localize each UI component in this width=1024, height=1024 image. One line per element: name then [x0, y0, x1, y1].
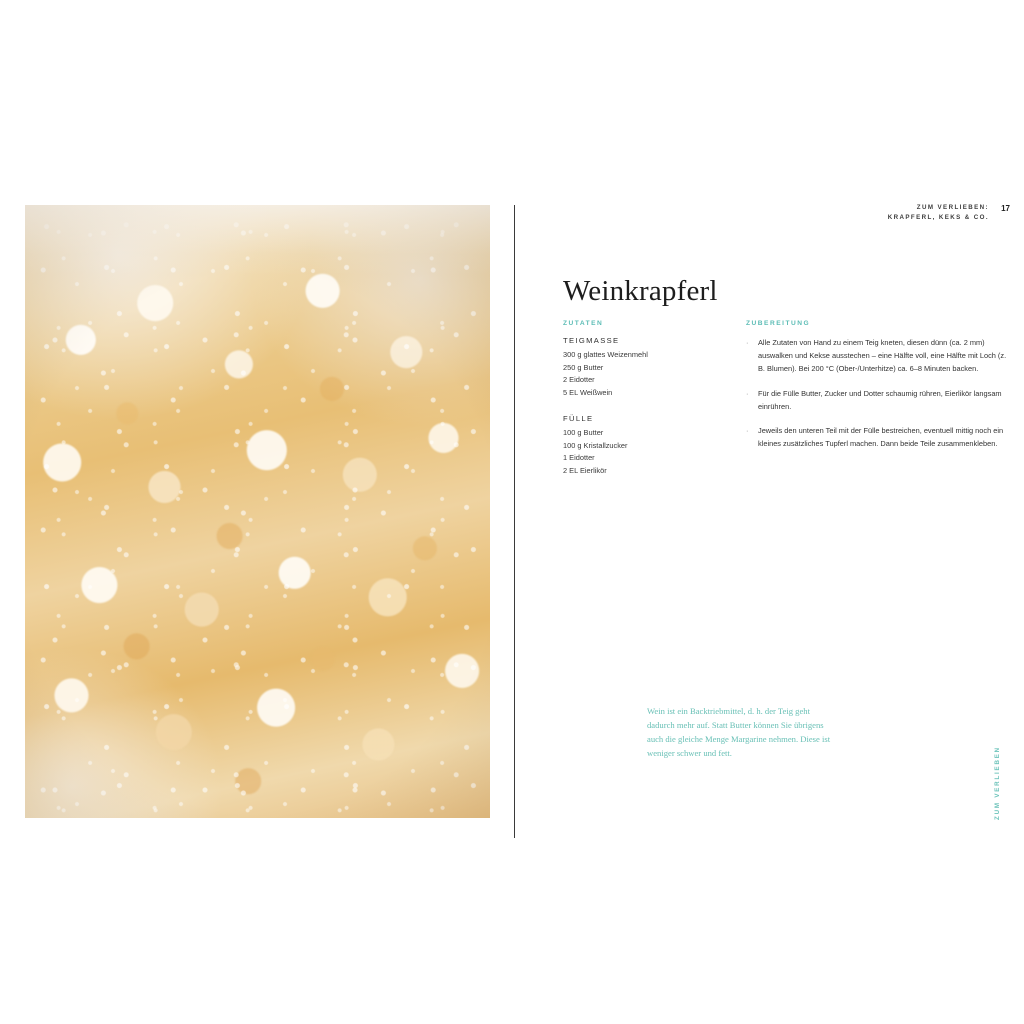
ingredient-list — [563, 427, 713, 478]
ingredients-heading: ZUTATEN — [563, 320, 604, 327]
preparation-column — [746, 320, 1012, 461]
running-head-line-2: KRAPFERL, KEKS & CO. — [887, 213, 989, 221]
photo-vignette — [25, 205, 490, 818]
recipe-title: Weinkrapferl — [563, 275, 718, 308]
recipe-tip: Wein ist ein Backtriebmittel, d. h. der Teig geht dadurch mehr auf. Statt Butter können Sie übrigens auch die gleiche Menge Margarine nehmen. Diese ist weniger schwer und fett. — [647, 706, 831, 758]
recipe-photo — [25, 205, 490, 818]
list-item: 2 EL Eierlikör — [563, 466, 607, 476]
step-bullet-icon: · — [746, 338, 749, 347]
step-bullet-icon: · — [746, 425, 749, 435]
preparation-heading: ZUBEREITUNG — [746, 320, 811, 327]
ingredient-group-title: FÜLLE — [563, 413, 594, 423]
page-number: 17 — [1001, 204, 1010, 213]
list-item: 100 g Kristallzucker — [563, 440, 628, 450]
list-item: 2 Eidotter — [563, 375, 595, 385]
ingredients-column — [563, 320, 713, 492]
list-item — [746, 387, 1012, 413]
list-item — [746, 424, 1012, 450]
preparation-step-list — [746, 336, 1012, 450]
step-text: Alle Zutaten von Hand zu einem Teig kneten, diesen dünn (ca. 2 mm) auswalken und Kekse ausstechen – eine Hälfte voll, eine Hälfte mit Loch (z. B. Blumen). Bei 200 °C (Ober-/Unterhitze) ca. 6–8 Minuten backen. — [758, 338, 1007, 374]
list-item: 5 EL Weißwein — [563, 388, 613, 398]
list-item: 100 g Butter — [563, 427, 604, 437]
recipe-page — [515, 0, 1024, 1024]
chapter-side-tab: ZUM VERLIEBEN — [994, 746, 1001, 820]
running-head-line-1: ZUM VERLIEBEN: — [916, 204, 989, 211]
step-text: Jeweils den unteren Teil mit der Fülle bestreichen, eventuell mittig noch ein kleines zusätzliches Tupferl machen. Dann beide Teile zusammenkleben. — [758, 425, 1004, 449]
ingredient-list — [563, 349, 713, 400]
list-item: 300 g glattes Weizenmehl — [563, 350, 648, 359]
step-text: Für die Fülle Butter, Zucker und Dotter schaumig rühren, Eierlikör langsam einrühren. — [758, 388, 1002, 411]
running-head — [887, 203, 1010, 222]
list-item — [746, 336, 1012, 376]
list-item: 250 g Butter — [563, 362, 604, 372]
list-item: 1 Eidotter — [563, 453, 595, 463]
step-bullet-icon: · — [746, 388, 749, 398]
ingredient-group-title: TEIGMASSE — [563, 336, 620, 345]
